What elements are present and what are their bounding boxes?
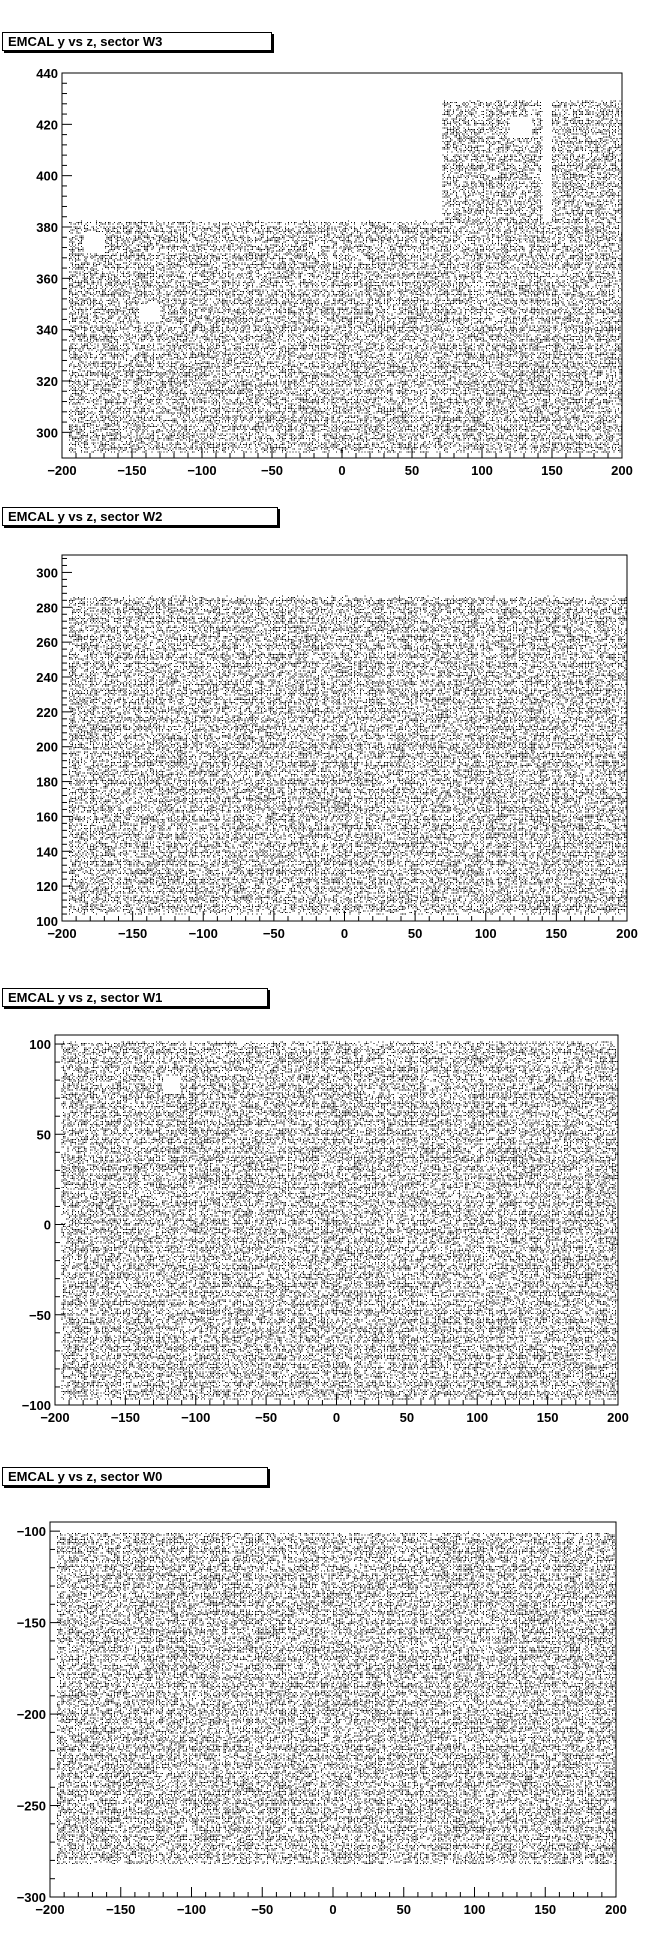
x-tick-label-w1: 200 <box>607 1410 629 1425</box>
x-tick-label-w3: 150 <box>541 463 563 478</box>
x-tick-label-w2: −200 <box>47 926 77 941</box>
y-tick-label-w2: 260 <box>36 635 58 651</box>
x-tick-label-w2: −150 <box>117 926 148 941</box>
y-tick-label-w0: −100 <box>16 1524 46 1540</box>
x-tick-label-w0: 0 <box>329 1902 337 1917</box>
x-tick-label-w1: 100 <box>466 1410 489 1425</box>
x-tick-label-w1: 150 <box>536 1410 559 1425</box>
scatter-points-path-w2 <box>69 596 627 915</box>
chart-panel-w1 <box>0 965 668 1455</box>
x-tick-label-w1: 50 <box>399 1410 415 1425</box>
scatter-points-w0 <box>57 1532 616 1865</box>
y-tick-label-w2: 280 <box>36 600 58 616</box>
chart-title-w2: EMCAL y vs z, sector W2 <box>2 507 278 526</box>
x-tick-label-w1: 0 <box>332 1410 341 1425</box>
x-tick-label-w2: 50 <box>407 926 423 941</box>
y-tick-label-w2: 220 <box>36 704 58 720</box>
x-tick-label-w1: −150 <box>110 1410 141 1425</box>
chart-panel-w0 <box>0 1455 668 1944</box>
x-tick-label-w3: 200 <box>611 463 633 478</box>
x-tick-label-w1: −200 <box>40 1410 70 1425</box>
y-tick-label-w2: 140 <box>36 844 58 860</box>
y-tick-label-w3: 360 <box>36 271 58 287</box>
scatter-points-path-w0 <box>57 1532 616 1865</box>
chart-w1 <box>0 965 668 1455</box>
y-tick-label-w3: 300 <box>36 425 58 441</box>
x-tick-label-w0: 150 <box>534 1902 557 1917</box>
y-tick-label-w0: −250 <box>16 1798 46 1814</box>
x-tick-label-w2: 200 <box>616 926 638 941</box>
x-tick-label-w0: 200 <box>605 1902 627 1917</box>
x-tick-label-w3: 100 <box>471 463 493 478</box>
y-tick-label-w1: −100 <box>21 1398 51 1413</box>
y-tick-label-w3: 340 <box>36 322 58 338</box>
x-tick-label-w3: −200 <box>47 463 77 478</box>
x-tick-label-w0: 50 <box>396 1902 411 1917</box>
chart-panel-w3 <box>0 0 668 480</box>
scatter-points-path-w3 <box>69 101 622 453</box>
x-tick-label-w3: −150 <box>117 463 147 478</box>
scatter-points-path-w1 <box>62 1042 618 1400</box>
x-tick-label-w0: 100 <box>463 1902 486 1917</box>
chart-w0 <box>0 1455 668 1944</box>
chart-title-w1: EMCAL y vs z, sector W1 <box>2 988 268 1007</box>
x-tick-label-w1: −100 <box>181 1410 211 1425</box>
x-tick-label-w0: −200 <box>35 1902 65 1917</box>
x-tick-label-w2: −50 <box>262 926 285 941</box>
y-tick-label-w0: −200 <box>16 1707 46 1723</box>
chart-title-w0: EMCAL y vs z, sector W0 <box>2 1467 268 1486</box>
scatter-points-w1 <box>62 1042 618 1400</box>
x-tick-label-w0: −150 <box>106 1902 136 1917</box>
x-tick-label-w3: −100 <box>187 463 217 478</box>
y-tick-label-w3: 400 <box>36 168 58 184</box>
y-tick-label-w2: 100 <box>36 914 58 929</box>
y-tick-label-w2: 240 <box>36 670 58 685</box>
chart-w3 <box>0 0 668 480</box>
y-tick-label-w1: 100 <box>29 1037 51 1053</box>
x-tick-label-w2: 0 <box>340 926 349 941</box>
y-tick-label-w0: −300 <box>16 1890 46 1905</box>
y-tick-label-w2: 160 <box>36 809 58 825</box>
y-tick-label-w3: 380 <box>36 220 58 235</box>
y-tick-label-w2: 180 <box>36 774 58 790</box>
y-tick-label-w1: −50 <box>28 1307 51 1323</box>
x-tick-label-w1: −50 <box>255 1410 278 1425</box>
x-tick-label-w3: 0 <box>338 463 346 478</box>
y-tick-label-w1: 50 <box>36 1127 51 1143</box>
scatter-points-w3 <box>69 101 622 453</box>
scatter-points-w2 <box>69 596 627 915</box>
y-tick-label-w2: 300 <box>36 565 58 581</box>
y-tick-label-w2: 200 <box>36 739 58 755</box>
y-tick-label-w1: 0 <box>43 1217 51 1233</box>
x-tick-label-w3: 50 <box>404 463 420 478</box>
y-tick-label-w2: 120 <box>36 879 58 895</box>
x-tick-label-w2: −100 <box>188 926 218 941</box>
chart-title-w3: EMCAL y vs z, sector W3 <box>2 32 272 51</box>
y-tick-label-w3: 320 <box>36 374 58 389</box>
x-tick-label-w2: 150 <box>545 926 568 941</box>
chart-panel-w2 <box>0 480 668 965</box>
y-tick-label-w3: 440 <box>36 66 58 81</box>
x-tick-label-w2: 100 <box>474 926 497 941</box>
x-tick-label-w0: −50 <box>251 1902 274 1917</box>
y-tick-label-w0: −150 <box>16 1615 46 1631</box>
y-tick-label-w3: 420 <box>36 117 58 133</box>
x-tick-label-w3: −50 <box>260 463 284 478</box>
chart-w2 <box>0 480 668 965</box>
x-tick-label-w0: −100 <box>176 1902 207 1917</box>
